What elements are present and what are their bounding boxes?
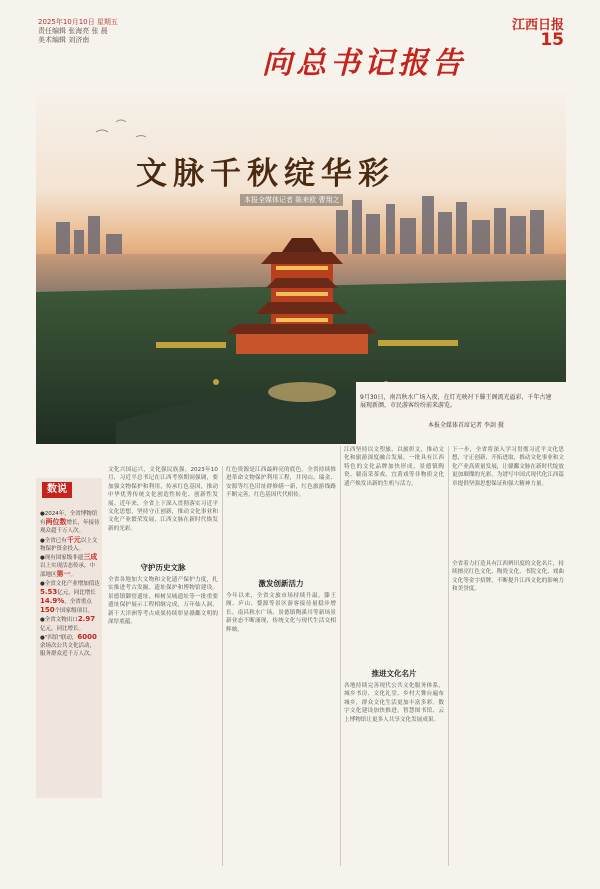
byline: 本报全媒体记者 陈来欧 曹翔之 (240, 194, 343, 206)
sidebar-item: ●"四馆"联动，6000余场次公共文化活动，服务群众近千万人次。 (40, 632, 97, 658)
column-divider (448, 446, 449, 866)
section-title: 向总书记报告 (262, 46, 466, 81)
sidebar-item: ●2024年，全省博物馆有两位数增长，年接待观众超千万人次。 (40, 511, 100, 535)
sidebar-title: 数说 (42, 482, 72, 498)
issue-date: 2025年10月10日 星期五 (38, 18, 118, 26)
subhead-1: 守护历史文脉 (140, 563, 186, 572)
hero-photo (36, 92, 566, 444)
responsible-editor: 责任编辑 张海亮 张 晨 (38, 27, 108, 35)
sidebar-item: ●全省文化产业增加值达5.53亿元，同比增长14.9%，全省重点150个国家级项目。 (40, 580, 100, 615)
sidebar-list (40, 510, 100, 658)
column-3b: 各地持续完善现代公共文化服务体系，城乡书房、文化礼堂、乡村大舞台遍布城乡，群众文化生活更加丰富多彩。数字文化建设加快推进，智慧图书馆、云上博物馆让更多人共享文化发展成果。 (344, 683, 444, 723)
column-2: 红色资源是江西最鲜亮的底色。全省持续推进革命文物保护利用工程，井冈山、瑞金、安源等红色旧址群修缮一新，红色旅游线路不断完善，红色基因代代相传。 (226, 467, 336, 499)
headline: 文脉千秋绽华彩 (136, 156, 395, 192)
subhead-2: 激发创新活力 (258, 579, 304, 588)
photo-credit: 本报全媒体首席记者 李剑 摄 (428, 422, 504, 429)
sidebar-item: ●全省文物出口2.97亿元，同比增长。 (40, 615, 96, 632)
sidebar-item: ●全省已有千元以上文物保护资金投入。 (40, 535, 98, 552)
sidebar-item: ●现有国家级非遗三成以上实现活态传承，中部地区第一。 (40, 553, 98, 579)
column-4b: 全省着力打造具有江西辨识度的文化名片，持续擦亮红色文化、陶瓷文化、书院文化、戏曲文化等金字招牌，不断提升江西文化的影响力和美誉度。 (452, 561, 564, 593)
column-1b: 全省各地加大文物和文化遗产保护力度，扎实推进考古发掘、遗址保护和博物馆建设。景德镇御窑遗址、樟树吴城遗址等一批重要遗址保护展示工程相继完成，万年仙人洞、新干大洋洲等考古成果持续彰显赣鄱文明的深厚底蕴。 (108, 577, 218, 626)
subhead-3: 推进文化名片 (371, 669, 417, 678)
column-divider (222, 466, 223, 866)
column-3: 江西坚持以文塑旅、以旅彰文，推动文化和旅游深度融合发展。一批具有江西特色的文化品牌加快形成，景德镇陶瓷、赣南采茶戏、宜黄戏等非物质文化遗产焕发出新的生机与活力。 (344, 447, 444, 487)
photo-caption: 9月30日，南昌秋水广场入夜，在灯光映衬下滕王阁流光溢彩，千年古建展现新颜，市民游客纷纷前来游览。 (360, 394, 552, 409)
masthead (0, 0, 600, 81)
tengwang-pavilion-photo (36, 92, 566, 444)
column-1: 文化兴国运兴，文化强民族强。2023年10月，习近平总书记在江西考察期间强调，要加强文物保护和利用，传承红色基因，推动中华优秀传统文化创造性转化、创新性发展。近年来，全省上下深入贯彻落实习近平文化思想，坚持守正创新，推动文化事业和文化产业繁荣发展，江西文脉在新时代焕发新的光彩。 (108, 467, 218, 532)
masthead-info (38, 18, 118, 45)
art-editor: 美术编辑 刘济南 (38, 36, 90, 44)
column-2b: 今年以来，全省文旅市场持续升温，滕王阁、庐山、婺源等景区游客接待量稳步增长。南昌秋水广场、景德镇陶溪川等新场景新业态不断涌现，传统文化与现代生活交相辉映。 (226, 593, 336, 633)
data-sidebar (36, 478, 102, 798)
column-divider (340, 446, 341, 866)
page-number: 15 (540, 30, 564, 50)
column-4: 下一步，全省将深入学习贯彻习近平文化思想，守正创新、开拓进取，推动文化事业和文化产业高质量发展，让赣鄱文脉在新时代绽放更加璀璨的光彩，为谱写中国式现代化江西篇章提供坚强思想保证和强大精神力量。 (452, 447, 564, 487)
newspaper-logo: 江西日报 (511, 18, 564, 33)
